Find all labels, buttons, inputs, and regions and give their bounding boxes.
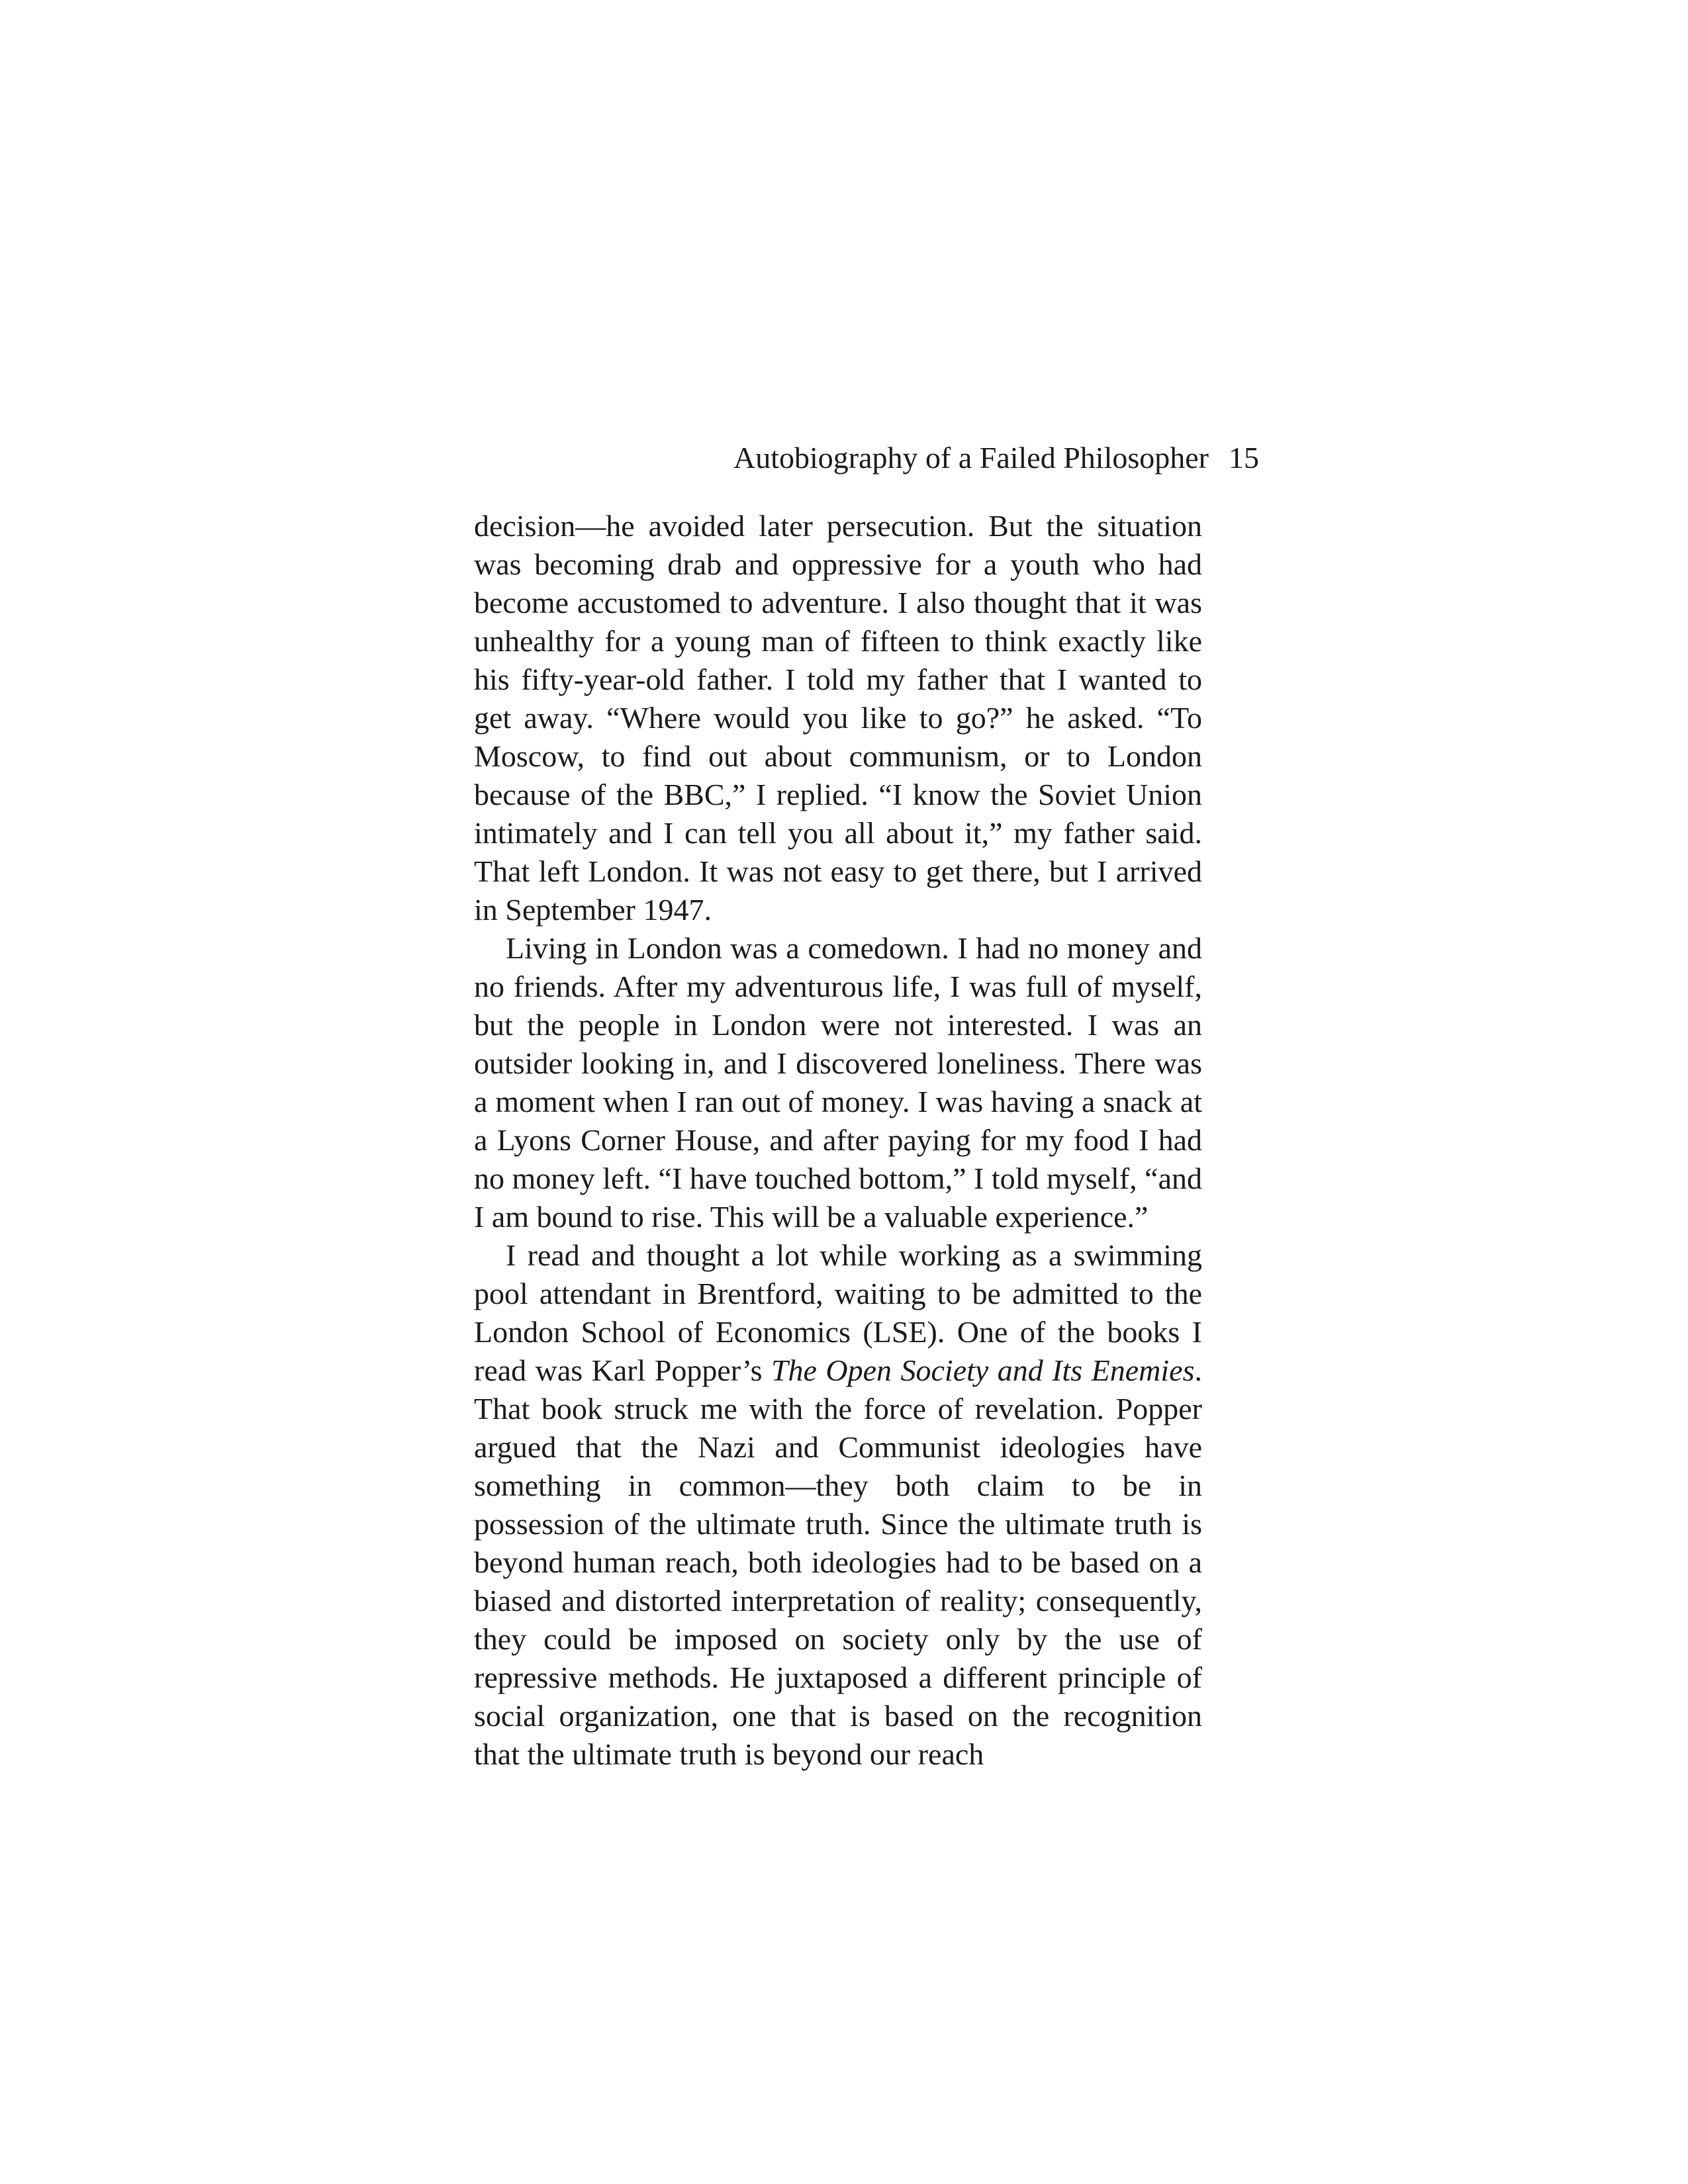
running-head: Autobiography of a Failed Philosopher bbox=[733, 441, 1209, 475]
page-number: 15 bbox=[1229, 441, 1259, 475]
body-text bbox=[474, 507, 1202, 1774]
paragraph-1: decision—he avoided later persecution. But the situation was becoming drab and oppressive for a youth who had become accustomed to adventure. I also thought that it was unhealthy for a young man of fifteen to think exactly like his fifty-year-old father. I told my father that I wanted to get away. “Where would you like to go?” he asked. “To Moscow, to find out about communism, or to London because of the BBC,” I replied. “I know the Soviet Union intimately and I can tell you all about it,” my father said. That left London. It was not easy to get there, but I arrived in September 1947. bbox=[474, 509, 1202, 927]
paragraph-3 bbox=[474, 1236, 1202, 1774]
book-title: The Open Society and Its Enemies bbox=[771, 1353, 1195, 1387]
paragraph-3-after: . That book struck me with the force of revelation. Popper argued that the Nazi and Communist ideologies have something in common—they both claim to be in possession of the ultimate truth. Since the ultimate truth is beyond human reach, both ideologies had to be based on a biased and distorted interpretation of reality; consequently, they could be imposed on society only by the use of repressive methods. He juxtaposed a different principle of social organization, one that is based on the recognition that the ultimate truth is beyond our reach bbox=[474, 1353, 1202, 1771]
paragraph-3-before: I read and thought a lot while working as a swimming pool attendant in Brentford, waiting to be admitted to the London School of Economics (LSE). One of the books I read was Karl Popper’s bbox=[474, 1238, 1202, 1387]
page-header bbox=[474, 432, 1259, 484]
paragraph-2: Living in London was a comedown. I had no money and no friends. After my adventurous life, I was full of myself, but the people in London were not interested. I was an outsider looking in, and I discovered loneliness. There was a moment when I ran out of money. I was having a snack at a Lyons Corner House, and after paying for my food I had no money left. “I have touched bottom,” I told myself, “and I am bound to rise. This will be a valuable experience.” bbox=[474, 931, 1202, 1234]
